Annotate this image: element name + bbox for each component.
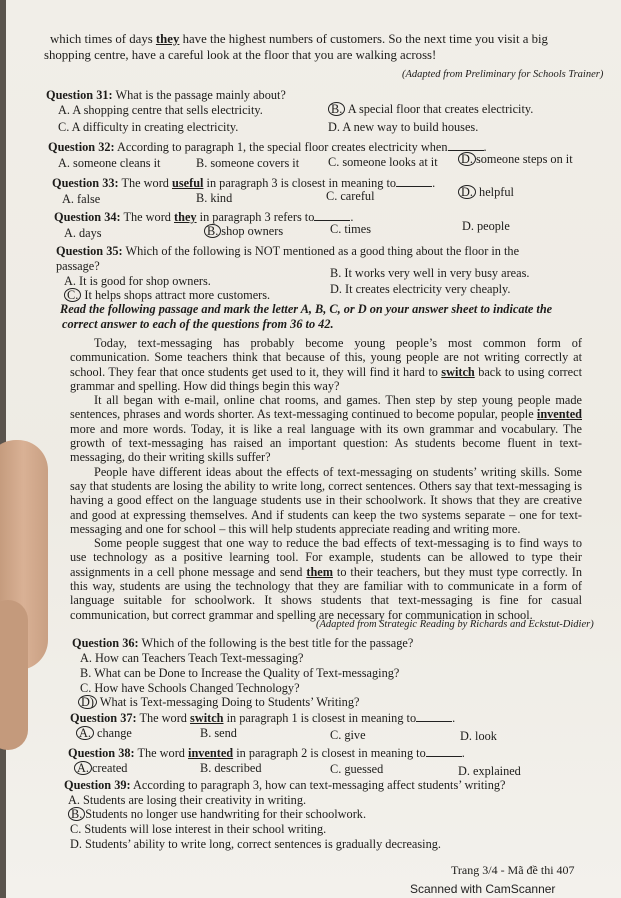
q34-option-c[interactable]: C. times xyxy=(330,222,371,236)
q36-option-b[interactable]: B. What can be Done to Increase the Quality of Text-messaging? xyxy=(80,666,400,680)
q34-option-d[interactable]: D. people xyxy=(462,219,510,233)
q36-option-c[interactable]: C. How have Schools Changed Technology? xyxy=(80,681,300,695)
q35-option-a[interactable]: A. It is good for shop owners. xyxy=(64,274,211,288)
q35-option-b[interactable]: B. It works very well in very busy areas. xyxy=(330,266,530,280)
q38-option-b[interactable]: B. described xyxy=(200,761,262,775)
q37-option-a[interactable]: A. change xyxy=(76,726,132,740)
question-34: Question 34: The word they in paragraph 3 refers to . xyxy=(54,210,354,224)
q37-option-c[interactable]: C. give xyxy=(330,728,366,742)
scanner-watermark: Scanned with CamScanner xyxy=(410,882,556,896)
paragraph-3: People have different ideas about the effects of text-messaging on students’ writing skills. Some say that students are losing the ability to write long, correct sentences. Others say that text-messaging is having a good effect on the language students use in their schoolwork. It shows that they are creative and good at expressing themselves. And if students can keep the two systems separate – one for text-messaging and one for school – this will help students appreciate reading and writing more. xyxy=(70,464,582,536)
q31-option-d[interactable]: D. A new way to build houses. xyxy=(328,120,479,134)
q39-option-c[interactable]: C. Students will lose interest in their school writing. xyxy=(70,822,327,836)
q33-option-d[interactable]: D. helpful xyxy=(458,185,514,199)
q35-option-d[interactable]: D. It creates electricity very cheaply. xyxy=(330,282,511,296)
q32-option-b[interactable]: B. someone covers it xyxy=(196,156,300,170)
q37-option-d[interactable]: D. look xyxy=(460,729,497,743)
intro-line-2: shopping centre, have a careful look at the floor that you are walking across! xyxy=(44,48,437,62)
q39-option-d[interactable]: D. Students’ ability to write long, correct sentences is gradually decreasing. xyxy=(70,837,441,851)
q33-option-c[interactable]: C. careful xyxy=(326,189,375,203)
q36-option-d[interactable]: D) What is Text-messaging Doing to Students’ Writing? xyxy=(78,695,359,709)
passage-source: (Adapted from Strategic Reading by Richards and Eckstut-Didier) xyxy=(316,619,594,630)
q33-option-b[interactable]: B. kind xyxy=(196,191,233,205)
q39-option-a[interactable]: A. Students are losing their creativity in writing. xyxy=(68,793,307,807)
paragraph-4: Some people suggest that one way to reduce the bad effects of text-messaging is to find ways to use technology as a positive learning tool. For example, students can be allowed to type their assignments in a cell phone message and send them to their teachers, but they must type correctly. In this way, students are using the technology that they are familiar with to communicate in a form of language suitable for schoolwork. It shows students that text-messaging is fine for casual communication, but correct grammar and spelling are necessary for communication in school. xyxy=(70,536,582,622)
question-33: Question 33: The word useful in paragraph 3 is closest in meaning to . xyxy=(52,176,436,190)
q39-option-b[interactable]: B. Students no longer use handwriting for their schoolwork. xyxy=(68,807,366,821)
instruction-line-1: Read the following passage and mark the letter A, B, C, or D on your answer sheet to indicate the xyxy=(60,302,553,316)
paragraph-1: Today, text-messaging has probably become young people’s most common form of communication. Some teachers think that because of this, young people are not writing correctly at school. They fear that once students get used to it, they will find it hard to switch back to using correct grammar and spelling. How did things begin this way? xyxy=(70,336,582,393)
q38-option-c[interactable]: C. guessed xyxy=(330,762,384,776)
referent-they: they xyxy=(155,32,180,46)
q35-option-c[interactable]: C. It helps shops attract more customers. xyxy=(64,288,270,302)
exam-page xyxy=(6,0,621,898)
q33-option-a[interactable]: A. false xyxy=(62,192,101,206)
q32-option-d[interactable]: D. someone steps on it xyxy=(458,152,573,166)
q32-option-c[interactable]: C. someone looks at it xyxy=(328,155,438,169)
question-37: Question 37: The word switch in paragraph 1 is closest in meaning to . xyxy=(70,711,456,725)
question-35-cont: passage? xyxy=(56,259,100,273)
instruction-line-2: correct answer to each of the questions from 36 to 42. xyxy=(62,317,334,331)
q32-option-a[interactable]: A. someone cleans it xyxy=(58,156,161,170)
q34-option-a[interactable]: A. days xyxy=(64,226,102,240)
intro-source: (Adapted from Preliminary for Schools Trainer) xyxy=(402,69,604,80)
page-number: Trang 3/4 - Mã đề thi 407 xyxy=(451,863,575,877)
holding-finger xyxy=(0,600,28,750)
q34-option-b[interactable]: B. shop owners xyxy=(204,224,283,238)
q31-option-b[interactable]: B. A special floor that creates electricity. xyxy=(328,102,533,116)
q36-option-a[interactable]: A. How can Teachers Teach Text-messaging? xyxy=(80,651,304,665)
paragraph-2: It all began with e-mail, online chat rooms, and games. Then step by step young people made sentences, phrases and words shorter. As text-messaging continued to become popular, people invented more and more words. Today, it is like a real language with its own grammar and vocabulary. The growth of text-messaging has raised an important question: As students become fluent in text-messaging, do their writing skills suffer? xyxy=(70,393,582,465)
q37-option-b[interactable]: B. send xyxy=(200,726,237,740)
intro-line-1: which times of days they have the highest numbers of customers. So the next time you visit a big xyxy=(50,32,548,46)
question-38: Question 38: The word invented in paragraph 2 is closest in meaning to . xyxy=(68,746,465,760)
question-36: Question 36: Which of the following is the best title for the passage? xyxy=(72,636,414,650)
question-31: Question 31: What is the passage mainly about? xyxy=(46,88,286,102)
question-39: Question 39: According to paragraph 3, how can text-messaging affect students’ writing? xyxy=(64,778,506,792)
q31-option-a[interactable]: A. A shopping centre that sells electricity. xyxy=(58,103,263,117)
q31-option-c[interactable]: C. A difficulty in creating electricity. xyxy=(58,120,239,134)
q38-option-a[interactable]: A. created xyxy=(74,761,127,775)
q38-option-d[interactable]: D. explained xyxy=(458,764,521,778)
question-32: Question 32: According to paragraph 1, the special floor creates electricity when . xyxy=(48,140,487,154)
question-35: Question 35: Which of the following is NOT mentioned as a good thing about the floor in the xyxy=(56,244,520,258)
reading-passage xyxy=(70,336,582,622)
